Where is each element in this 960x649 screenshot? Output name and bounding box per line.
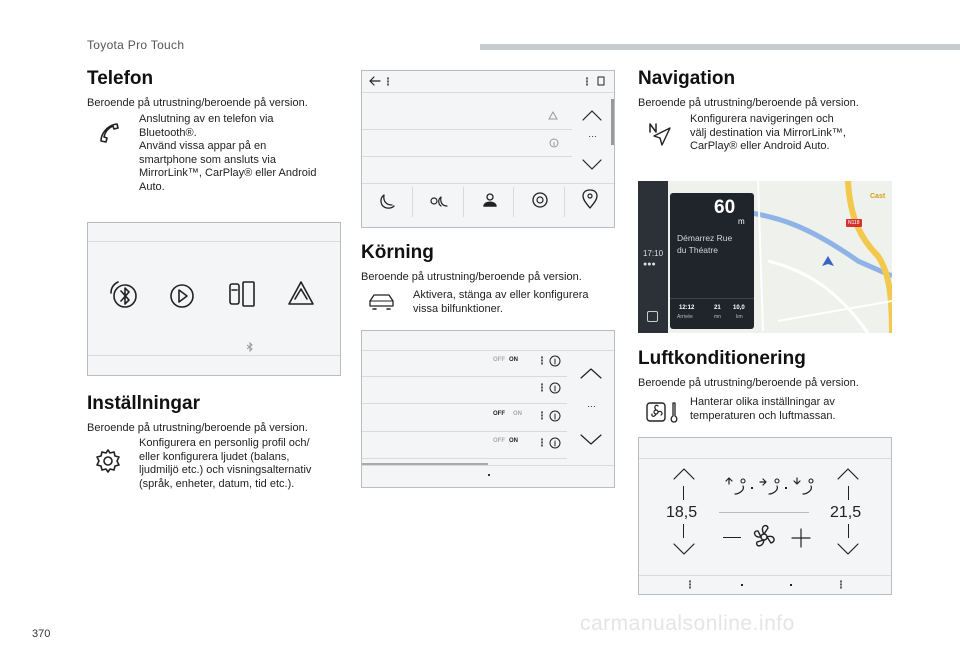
navigation-arrow-icon xyxy=(648,123,672,147)
trash-menu-icon[interactable] xyxy=(584,76,610,86)
toggle-1[interactable]: OFF ON xyxy=(493,357,518,363)
header-bar xyxy=(480,44,960,50)
section-title-korning: Körning xyxy=(361,242,434,263)
nav-instruction-1: Démarrez Rue xyxy=(677,233,733,243)
telefon-description: Anslutning av en telefon via Bluetooth®. Använd vissa appar på en smartphone som ansluts via MirrorLink™, CarPlay® eller Android Auto. xyxy=(139,113,317,193)
nav-km-label: km xyxy=(736,314,743,320)
left-temp-up-icon[interactable] xyxy=(673,468,695,480)
row4-menu-info-icon[interactable] xyxy=(540,437,562,449)
nav-status-dots: ●●● xyxy=(643,261,656,268)
airflow-feet-icon[interactable] xyxy=(791,476,817,498)
airflow-face-feet-icon[interactable] xyxy=(757,476,783,498)
map-place-label: Cast xyxy=(870,193,886,200)
location-settings-icon[interactable] xyxy=(579,188,601,210)
scroll-up-chevron-icon[interactable] xyxy=(582,109,602,121)
climate-menu-right-icon[interactable] xyxy=(838,579,844,591)
nav-instruction-2: du Théatre xyxy=(677,245,718,255)
row2-menu-info-icon[interactable] xyxy=(540,382,562,394)
navigation-intro: Beroende på utrustning/beroende på version. xyxy=(638,97,859,109)
settings-gear-icon xyxy=(95,448,121,474)
left-temperature[interactable]: 18,5 xyxy=(666,504,698,521)
installningar-intro: Beroende på utrustning/beroende på version. xyxy=(87,422,308,434)
nav-home-button[interactable] xyxy=(647,311,658,322)
profile-small-icon xyxy=(548,111,558,121)
korning-description: Aktivera, stänga av eller konfigurera vissa bilfunktioner. xyxy=(413,289,589,315)
luft-description: Hanterar olika inställningar av temperaturen och luftmassan. xyxy=(690,396,836,422)
installningar-description: Konfigurera en personlig profil och/ eller konfigurera ljudet (balans, ljudmiljö etc.) och visningsalternativ (språk, enheter, datum, tid etc.). xyxy=(139,437,312,490)
fan-decrease-button[interactable] xyxy=(723,537,741,538)
scrollbar[interactable] xyxy=(611,99,614,145)
back-arrow-icon[interactable] xyxy=(368,76,394,86)
nav-km: 10,0 xyxy=(733,305,745,311)
nav-clock: 17:10 xyxy=(643,249,664,258)
telefon-screen xyxy=(87,222,341,376)
driving-screen xyxy=(361,330,615,488)
scroll-down-chevron-icon[interactable] xyxy=(582,159,602,171)
climate-fan-thermo-icon xyxy=(645,400,685,424)
driving-scroll-up-icon[interactable] xyxy=(580,367,602,379)
scroll-dots: … xyxy=(588,129,597,139)
driving-scroll-down-icon[interactable] xyxy=(580,434,602,446)
climate-menu-left-icon[interactable] xyxy=(687,579,693,591)
airflow-face-icon[interactable] xyxy=(723,476,749,498)
nav-minutes: 21 xyxy=(714,305,721,311)
driving-scroll-dots: … xyxy=(587,399,596,409)
navigation-description: Konfigurera navigeringen och välj destination via MirrorLink™, CarPlay® eller Android Auto. xyxy=(690,113,846,152)
nav-distance-value: 60 xyxy=(714,197,736,218)
page-number: 370 xyxy=(32,628,51,640)
right-temperature[interactable]: 21,5 xyxy=(830,504,862,521)
settings-screen xyxy=(361,70,615,228)
settings-small-gear-icon[interactable] xyxy=(528,188,550,210)
toggle-3[interactable]: OFF ON xyxy=(493,438,518,444)
car-icon xyxy=(367,292,397,312)
bluetooth-small-icon xyxy=(246,342,254,352)
section-title-installningar: Inställningar xyxy=(87,393,200,414)
row3-menu-info-icon[interactable] xyxy=(540,410,562,422)
nav-minutes-label: mn xyxy=(714,314,721,320)
profile-icon[interactable] xyxy=(478,189,500,211)
info-small-icon xyxy=(549,138,559,148)
right-temp-up-icon[interactable] xyxy=(837,468,859,480)
day-night-icon[interactable] xyxy=(426,189,452,211)
korning-intro: Beroende på utrustning/beroende på version. xyxy=(361,271,582,283)
toggle-2[interactable]: OFF ON xyxy=(493,411,522,417)
play-apps-icon[interactable] xyxy=(168,281,198,311)
android-auto-icon[interactable] xyxy=(286,279,316,309)
fan-increase-icon[interactable] xyxy=(791,528,811,548)
section-title-luft: Luftkonditionering xyxy=(638,348,806,369)
left-temp-down-icon[interactable] xyxy=(673,543,695,555)
fan-speed-icon xyxy=(749,522,779,552)
section-title-telefon: Telefon xyxy=(87,68,154,89)
nav-arrival-time: 12:12 xyxy=(679,305,695,311)
bluetooth-phone-icon[interactable] xyxy=(110,281,140,311)
night-mode-icon[interactable] xyxy=(378,189,400,211)
row1-menu-info-icon[interactable] xyxy=(540,355,562,367)
watermark: carmanualsonline.info xyxy=(580,612,795,635)
phone-icon xyxy=(98,121,120,143)
climate-screen xyxy=(638,437,892,595)
nav-arrival-label: Arrivée xyxy=(677,314,693,320)
luft-intro: Beroende på utrustning/beroende på version. xyxy=(638,377,859,389)
mirrorlink-icon[interactable] xyxy=(226,280,258,310)
section-title-navigation: Navigation xyxy=(638,68,736,89)
telefon-intro: Beroende på utrustning/beroende på version. xyxy=(87,97,308,109)
road-badge: N118 xyxy=(848,220,860,226)
nav-guidance-card xyxy=(670,193,754,329)
right-temp-down-icon[interactable] xyxy=(837,543,859,555)
nav-distance-unit: m xyxy=(738,217,745,226)
running-header: Toyota Pro Touch xyxy=(87,38,185,52)
